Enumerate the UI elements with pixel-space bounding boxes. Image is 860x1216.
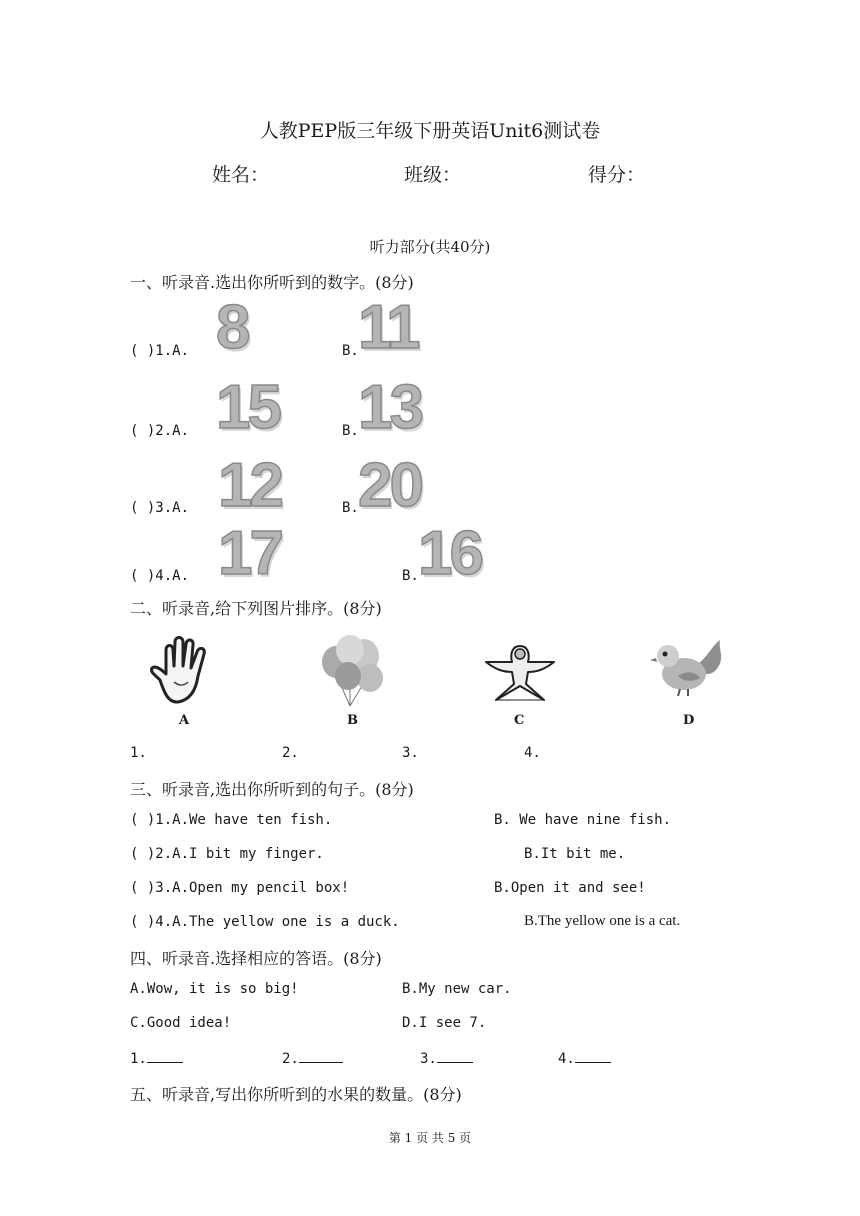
s3-q4-b: B.The yellow one is a cat. bbox=[524, 913, 681, 929]
s1-q1-b-label: B. bbox=[342, 343, 359, 359]
s1-q1-prefix: ( )1.A. bbox=[130, 343, 190, 359]
s4-option-c: C.Good idea! bbox=[130, 1015, 232, 1031]
s4-answer-2-blank bbox=[299, 1049, 343, 1063]
section2-title: 二、听录音,给下列图片排序。(8分) bbox=[130, 599, 382, 618]
s1-q1-b-number: 11 bbox=[358, 293, 418, 362]
s4-option-b: B.My new car. bbox=[402, 981, 512, 997]
picture-b-label: B bbox=[347, 713, 358, 728]
s2-answer-1: 1. bbox=[130, 745, 147, 761]
s4-answer-2 bbox=[282, 1049, 343, 1067]
s4-answer-1-label: 1. bbox=[130, 1051, 147, 1067]
s4-answer-4-blank bbox=[575, 1049, 611, 1063]
section4-title: 四、听录音.选择相应的答语。(8分) bbox=[130, 949, 382, 968]
page-title: 人教PEP版三年级下册英语Unit6测试卷 bbox=[259, 120, 601, 142]
s4-option-a: A.Wow, it is so big! bbox=[130, 981, 299, 997]
s1-q2-b-number: 13 bbox=[358, 373, 421, 442]
s1-q3-a-number: 12 bbox=[218, 451, 281, 520]
s4-answer-1 bbox=[130, 1049, 183, 1067]
s2-answer-2: 2. bbox=[282, 745, 299, 761]
s1-q2-prefix: ( )2.A. bbox=[130, 423, 190, 439]
s3-q2-a: ( )2.A.I bit my finger. bbox=[130, 846, 324, 862]
page-footer: 第 1 页 共 5 页 bbox=[388, 1131, 472, 1145]
s1-q1-a-number: 8 bbox=[216, 293, 248, 362]
s1-q3-b-label: B. bbox=[342, 500, 359, 516]
s4-answer-3 bbox=[420, 1049, 473, 1067]
s3-q3-b: B.Open it and see! bbox=[494, 880, 646, 896]
s2-answer-3: 3. bbox=[402, 745, 419, 761]
balloons-icon bbox=[316, 634, 388, 708]
s4-answer-2-label: 2. bbox=[282, 1051, 299, 1067]
s1-q2-b-label: B. bbox=[342, 423, 359, 439]
s1-q4-a-number: 17 bbox=[218, 519, 281, 588]
hand-icon bbox=[146, 636, 224, 708]
s4-option-d: D.I see 7. bbox=[402, 1015, 487, 1031]
picture-c-label: C bbox=[514, 713, 525, 728]
s1-q3-prefix: ( )3.A. bbox=[130, 500, 190, 516]
s3-q1-a: ( )1.A.We have ten fish. bbox=[130, 812, 333, 828]
s4-answer-3-blank bbox=[437, 1049, 473, 1063]
s4-answer-1-blank bbox=[147, 1049, 183, 1063]
s4-answer-4 bbox=[558, 1049, 611, 1067]
picture-d-label: D bbox=[683, 713, 695, 728]
s2-answer-4: 4. bbox=[524, 745, 541, 761]
score-label: 得分： bbox=[588, 164, 646, 186]
picture-a-label: A bbox=[179, 713, 190, 728]
s1-q3-b-number: 20 bbox=[358, 451, 421, 520]
section1-title: 一、听录音.选出你所听到的数字。(8分) bbox=[130, 273, 414, 292]
s3-q2-b: B.It bit me. bbox=[524, 846, 626, 862]
s1-q4-b-number: 16 bbox=[418, 519, 481, 588]
s3-q3-a: ( )3.A.Open my pencil box! bbox=[130, 880, 350, 896]
section3-title: 三、听录音,选出你所听到的句子。(8分) bbox=[130, 780, 414, 799]
s3-q1-b: B. We have nine fish. bbox=[494, 812, 672, 828]
s1-q2-a-number: 15 bbox=[216, 373, 279, 442]
section5-title: 五、听录音,写出你所听到的水果的数量。(8分) bbox=[130, 1085, 462, 1104]
listening-part-title: 听力部分(共40分) bbox=[369, 238, 491, 256]
kite-icon bbox=[482, 640, 558, 710]
class-label: 班级： bbox=[404, 164, 462, 186]
s4-answer-4-label: 4. bbox=[558, 1051, 575, 1067]
s4-answer-3-label: 3. bbox=[420, 1051, 437, 1067]
name-label: 姓名： bbox=[212, 164, 270, 186]
s1-q4-b-label: B. bbox=[402, 568, 419, 584]
s3-q4-a: ( )4.A.The yellow one is a duck. bbox=[130, 914, 400, 930]
s1-q4-prefix: ( )4.A. bbox=[130, 568, 190, 584]
bird-icon bbox=[650, 636, 726, 698]
